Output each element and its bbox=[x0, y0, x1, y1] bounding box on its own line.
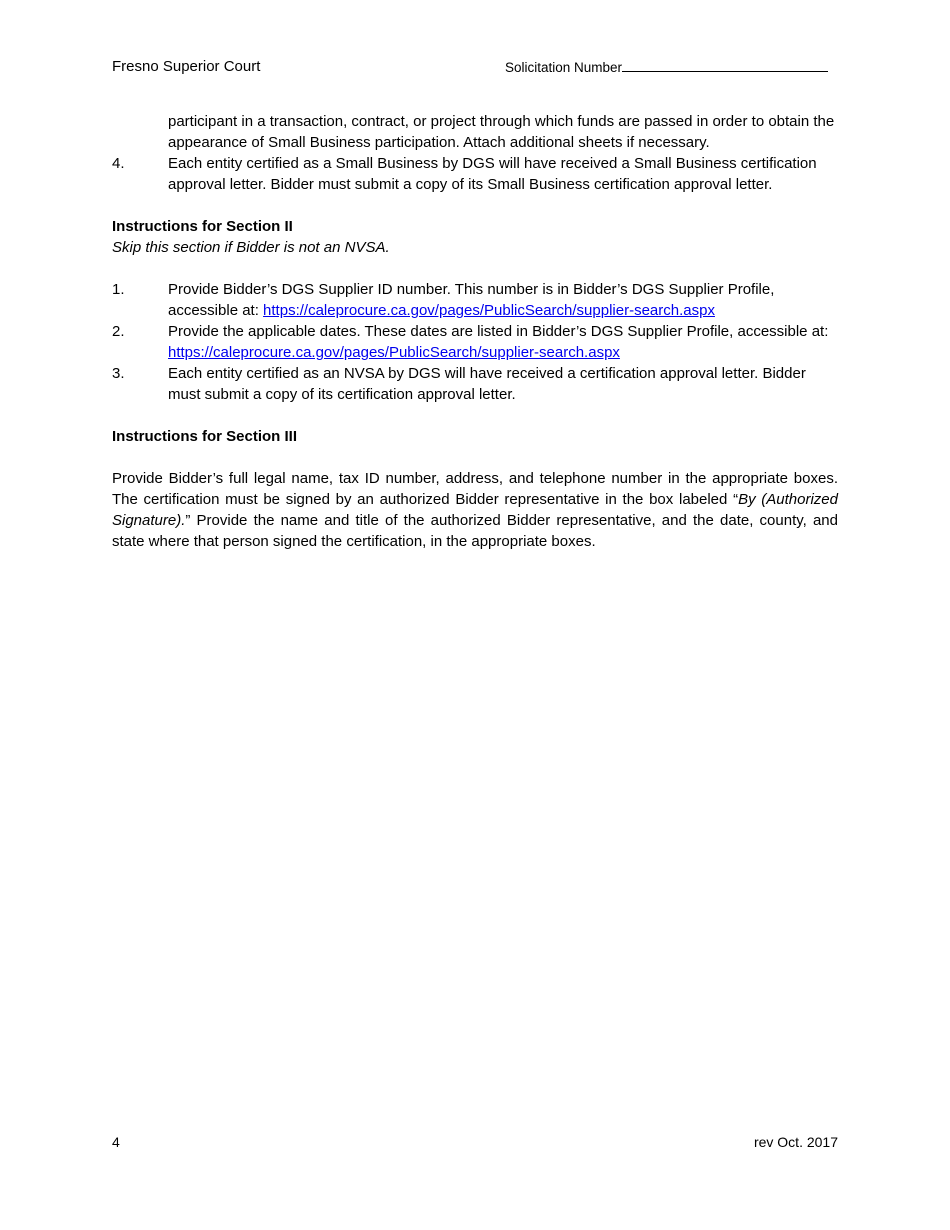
item-number: 3. bbox=[112, 365, 125, 382]
footer-revision: rev Oct. 2017 bbox=[753, 1134, 838, 1150]
footer-page-number: 4 bbox=[112, 1134, 120, 1150]
document-body bbox=[112, 111, 838, 552]
section-iii-paragraph bbox=[112, 468, 838, 552]
item-text: Each entity certified as an NVSA by DGS will have received a certification approval letter. Bidder must submit a copy of its certification approval letter. bbox=[168, 365, 806, 403]
section-iii-heading: Instructions for Section III bbox=[112, 428, 298, 445]
header-court-name: Fresno Superior Court bbox=[112, 58, 261, 75]
section-ii-item-3 bbox=[112, 363, 838, 405]
section-ii-item-1 bbox=[112, 279, 838, 321]
section-ii-item-2 bbox=[112, 321, 838, 363]
item-text-block bbox=[168, 279, 838, 321]
item-number: 2. bbox=[112, 323, 125, 340]
item-text-block bbox=[168, 321, 838, 363]
solicitation-number-blank bbox=[622, 58, 820, 72]
item-text: Each entity certified as a Small Business by DGS will have received a Small Business certification approval letter. Bidder must submit a copy of its Small Business certification approval letter. bbox=[168, 155, 817, 193]
section-i-item-4 bbox=[112, 153, 838, 195]
supplier-search-link[interactable]: https://caleprocure.ca.gov/pages/PublicSearch/supplier-search.aspx bbox=[168, 344, 620, 361]
section-ii-note: Skip this section if Bidder is not an NVSA. bbox=[112, 239, 390, 256]
paragraph-text-start: Provide Bidder’s full legal name, tax ID number, address, and telephone number in the appropriate boxes. The certification must be signed by an authorized Bidder representative in the box labeled “ bbox=[112, 470, 838, 508]
item-text: Provide Bidder’s DGS Supplier ID number. This number is in Bidder’s DGS Supplier Profile, accessible at: bbox=[168, 281, 775, 319]
paragraph-text-italic: By (Authorized Signature). bbox=[112, 491, 838, 529]
item-number: 4. bbox=[112, 155, 125, 172]
solicitation-blank-tail bbox=[820, 58, 828, 72]
solicitation-label: Solicitation Number bbox=[505, 60, 623, 75]
header-solicitation bbox=[505, 58, 828, 77]
continuation-paragraph: participant in a transaction, contract, or project through which funds are passed in order to obtain the appearance of Small Business participation. Attach additional sheets if necessary. bbox=[168, 113, 835, 151]
item-number: 1. bbox=[112, 281, 125, 298]
paragraph-text-end: ” Provide the name and title of the authorized Bidder representative, and the date, county, and state where that person signed the certification, in the appropriate boxes. bbox=[112, 512, 838, 550]
supplier-search-link[interactable]: https://caleprocure.ca.gov/pages/PublicSearch/supplier-search.aspx bbox=[263, 302, 715, 319]
item-text: Provide the applicable dates. These dates are listed in Bidder’s DGS Supplier Profile, accessible at: bbox=[168, 323, 829, 340]
section-ii-heading: Instructions for Section II bbox=[112, 218, 293, 235]
